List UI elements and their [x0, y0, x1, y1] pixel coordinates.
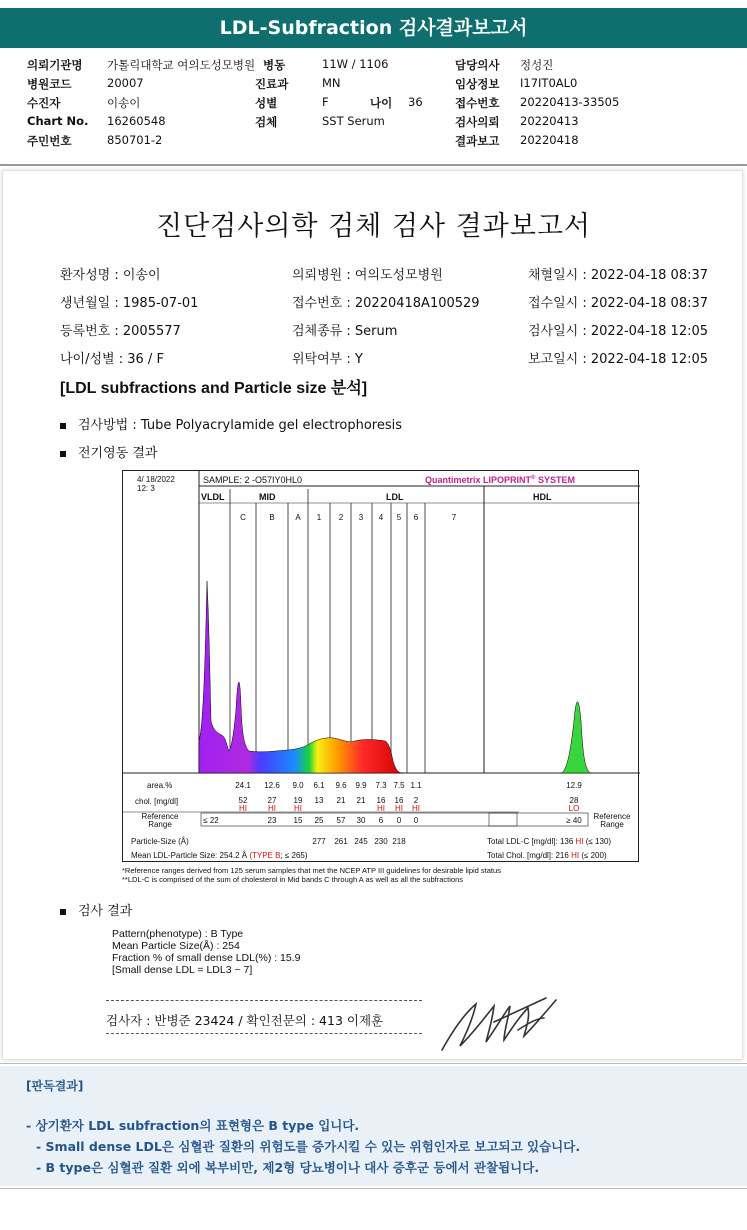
label-doctor: 담당의사	[455, 58, 500, 72]
band-label-5: 5	[396, 513, 402, 522]
chol-value: 19	[293, 796, 303, 805]
label-receipt-no: 접수번호	[455, 96, 500, 110]
chart-date: 4/ 18/2022	[137, 475, 175, 484]
chart-time: 12: 3	[137, 484, 155, 493]
ref-label: Reference Range	[141, 812, 179, 829]
label-ward: 병동	[263, 58, 286, 72]
info-age-sex: 나이/성별 : 36 / F	[60, 352, 164, 367]
ref-value: 0	[413, 816, 419, 825]
value-resident-no: 850701-2	[107, 133, 163, 147]
signature-divider-top	[106, 1000, 422, 1001]
value-specimen: SST Serum	[322, 114, 385, 128]
group-hdl: HDL	[533, 492, 552, 502]
total-chol-value: 216	[555, 851, 569, 860]
chol-flag: HI	[395, 804, 403, 813]
area-value: 1.1	[410, 781, 422, 790]
header-divider	[0, 164, 747, 166]
ref-label-hdl: Reference Range	[593, 812, 631, 829]
ref-value: 15	[293, 816, 303, 825]
electrophoresis-chart	[122, 470, 639, 862]
area-value: 9.0	[292, 781, 304, 790]
signature-line: 검사자 : 반병준 23424 / 확인전문의 : 413 이제훈	[106, 1013, 384, 1028]
report-main-title: 진단검사의학 검체 검사 결과보고서	[156, 211, 591, 242]
band-label-4: 4	[378, 513, 384, 522]
label-hospital-code: 병원코드	[27, 77, 72, 91]
area-label: area.%	[147, 781, 173, 790]
result-heading-text: 검사 결과	[78, 904, 133, 919]
value-doctor: 정성진	[520, 58, 554, 72]
band-label-C: C	[240, 513, 246, 522]
group-mid: MID	[259, 492, 276, 502]
info-report-time: 보고일시 : 2022-04-18 12:05	[528, 352, 709, 367]
band-label-7: 7	[451, 513, 457, 522]
label-institution: 의뢰기관명	[27, 58, 83, 72]
value-report-date: 20220418	[520, 133, 579, 147]
ref-value: 30	[356, 816, 366, 825]
chart-notes	[122, 866, 501, 884]
area-value: 9.6	[335, 781, 347, 790]
note-2: **LDL-C is comprised of the sum of cholesterol in Mid bands C through A as well as all the subfractions	[122, 875, 464, 884]
value-institution: 가톨릭대학교 여의도성모병원	[107, 58, 256, 72]
label-clinical-info: 임상정보	[455, 77, 500, 91]
value-age: 36	[408, 95, 423, 109]
label-specimen: 검체	[255, 115, 278, 129]
info-reg-no: 등록번호 : 2005577	[60, 324, 181, 339]
ref-value: 57	[336, 816, 346, 825]
bullet-icon	[60, 451, 66, 457]
section-heading: [LDL subfractions and Particle size 분석]	[60, 380, 368, 397]
area-value: 24.1	[235, 781, 251, 790]
handwritten-signature	[434, 992, 564, 1056]
chol-flag: HI	[294, 804, 302, 813]
label-patient: 수진자	[27, 96, 61, 110]
area-value: 7.5	[393, 781, 405, 790]
label-age: 나이	[370, 96, 393, 110]
band-label-A: A	[295, 513, 301, 522]
electro-heading	[60, 442, 157, 461]
ref-value: 0	[396, 816, 402, 825]
band-label-6: 6	[413, 513, 419, 522]
chart-brand-mark: ®	[531, 475, 536, 481]
interpretation-line-1: - 상기환자 LDL subfraction의 표현형은 B type 입니다.	[26, 1118, 360, 1133]
value-patient: 이송이	[107, 96, 141, 110]
info-consign: 위탁여부 : Y	[292, 352, 363, 367]
label-department: 진료과	[255, 77, 289, 91]
value-chart-no: 16260548	[107, 114, 166, 128]
method-text: 검사방법 : Tube Polyacrylamide gel electrophoresis	[78, 418, 403, 433]
chol-value: 16	[394, 796, 404, 805]
bullet-icon	[60, 909, 66, 915]
info-hospital: 의뢰병원 : 여의도성모병원	[292, 268, 443, 283]
chol-value: 2	[413, 796, 419, 805]
group-ldl: LDL	[386, 492, 404, 502]
total-ldl-value: 136	[559, 837, 574, 846]
ref-value: 23	[267, 816, 277, 825]
interpretation-line-2: - Small dense LDL은 심혈관 질환의 위험도를 증가시킬 수 있는 위험인자로 보고되고 있습니다.	[36, 1139, 581, 1154]
interpretation-box	[0, 1066, 747, 1186]
chol-flag: HI	[377, 804, 385, 813]
label-request-date: 검사의뢰	[455, 115, 500, 129]
value-ward: 11W / 1106	[322, 57, 389, 71]
panel-divider	[0, 1063, 747, 1064]
area-value: 12.9	[566, 781, 582, 790]
chol-value: 28	[569, 796, 579, 805]
size-value: 277	[312, 837, 326, 846]
area-value: 7.3	[375, 781, 387, 790]
info-name: 환자성명 : 이송이	[60, 268, 161, 283]
method-line	[60, 414, 402, 433]
band-label-1: 1	[316, 513, 322, 522]
ref-value: 25	[314, 816, 324, 825]
band-label-2: 2	[338, 513, 344, 522]
chol-flag: HI	[239, 804, 247, 813]
group-vldl: VLDL	[201, 492, 225, 502]
note-1: *Reference ranges derived from 125 serum samples that met the NCEP ATP III guidelines for desirable lipid status	[122, 866, 501, 875]
result-heading	[60, 900, 132, 919]
area-value: 12.6	[264, 781, 280, 790]
value-request-date: 20220413	[520, 114, 579, 128]
result-line-1: Pattern(phenotype) : B Type	[112, 928, 244, 940]
total-ldl	[487, 837, 611, 846]
total-ldl-flag: HI	[575, 837, 584, 846]
chol-label: chol. [mg/dl]	[135, 797, 179, 806]
total-ldl-ref: (≤ 130)	[585, 837, 612, 846]
mean-ref: ; ≤ 265)	[280, 851, 308, 860]
info-receipt-time: 접수일시 : 2022-04-18 08:37	[528, 296, 709, 311]
chol-value: 27	[267, 796, 277, 805]
size-value: 230	[374, 837, 388, 846]
label-sex: 성별	[255, 96, 278, 110]
interpretation-line-3: - B type은 심혈관 질환 외에 복부비만, 제2형 당뇨병이나 대사 증후군 등에서 관찰됩니다.	[36, 1160, 540, 1175]
chol-flag: HI	[268, 804, 276, 813]
chart-brand	[425, 475, 575, 485]
chart-brand-system: SYSTEM	[537, 475, 575, 485]
value-clinical-info: I17IT0AL0	[520, 76, 578, 90]
mean-size	[131, 851, 308, 860]
total-chol-ref: (≤ 200)	[581, 851, 607, 860]
value-sex: F	[322, 95, 329, 109]
result-line-4: [Small dense LDL = LDL3 ~ 7]	[112, 964, 253, 976]
interpretation-heading: [판독결과]	[26, 1079, 84, 1093]
total-chol-label: Total Chol. [mg/dl]:	[487, 851, 554, 860]
result-line-2: Mean Particle Size(Å) : 254	[112, 940, 240, 952]
size-value: 218	[392, 837, 406, 846]
band-dividers	[230, 489, 425, 773]
mean-type: (TYPE B	[249, 851, 281, 860]
info-collect-time: 채혈일시 : 2022-04-18 08:37	[528, 268, 709, 283]
mean-size-label: Mean LDL-Particle Size:	[131, 851, 218, 860]
chol-flag: HI	[412, 804, 420, 813]
result-line-3: Fraction % of small dense LDL(%) : 15.9	[112, 952, 301, 964]
info-dob: 생년월일 : 1985-07-01	[60, 296, 199, 311]
total-ldl-label: Total LDL-C [mg/dl]:	[487, 837, 558, 846]
ref-value: ≥ 40	[566, 816, 582, 825]
label-chart-no: Chart No.	[27, 114, 89, 128]
hdl-peak	[561, 702, 591, 773]
band-label-B: B	[269, 513, 275, 522]
band-label-3: 3	[358, 513, 364, 522]
info-specimen-type: 검체종류 : Serum	[292, 324, 398, 339]
chol-value: 16	[376, 796, 386, 805]
info-receipt: 접수번호 : 20220418A100529	[292, 296, 480, 311]
area-value: 6.1	[313, 781, 325, 790]
bottom-divider	[0, 1188, 747, 1189]
chol-value: 13	[314, 796, 324, 805]
chart-sample: SAMPLE: 2 -O57IY0HL0	[203, 475, 303, 485]
value-hospital-code: 20007	[107, 76, 144, 90]
chol-flag: LO	[568, 804, 580, 813]
request-info-header	[0, 52, 747, 162]
mean-size-value: 254.2 Å	[219, 851, 248, 860]
ref-value: 6	[378, 816, 384, 825]
info-test-time: 검사일시 : 2022-04-18 12:05	[528, 324, 709, 339]
value-receipt-no: 20220413-33505	[520, 95, 620, 109]
label-resident-no: 주민번호	[27, 134, 72, 148]
total-chol	[487, 851, 607, 860]
size-label: Particle-Size (Å)	[131, 837, 189, 846]
area-value: 9.9	[355, 781, 367, 790]
bullet-icon	[60, 423, 66, 429]
ref-value: ≤ 22	[203, 816, 219, 825]
signature-divider-bottom	[106, 1033, 422, 1034]
chart-brand-name: Quantimetrix LIPOPRINT	[425, 475, 532, 485]
chol-value: 21	[336, 796, 346, 805]
result-summary	[112, 928, 301, 976]
chol-value: 21	[356, 796, 366, 805]
report-title-bar: LDL-Subfraction 검사결과보고서	[0, 8, 747, 48]
size-value: 245	[354, 837, 368, 846]
size-value: 261	[334, 837, 348, 846]
label-report-date: 결과보고	[455, 134, 500, 148]
electro-text: 전기영동 결과	[78, 446, 158, 461]
value-department: MN	[322, 76, 341, 90]
chol-value: 52	[238, 796, 248, 805]
total-chol-flag: HI	[571, 851, 580, 860]
